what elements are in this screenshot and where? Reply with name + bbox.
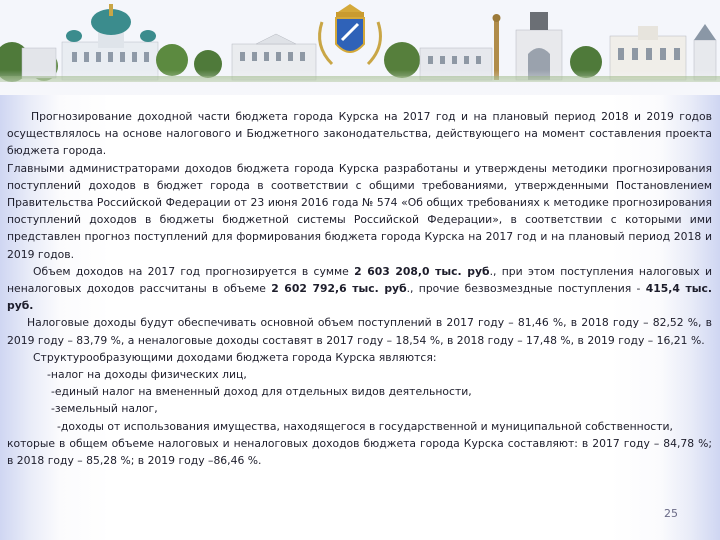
banner-fade (0, 70, 720, 95)
slide-text (7, 108, 712, 469)
paragraph-forecasting: Прогнозирование доходной части бюджета города Курска на 2017 год и на плановый период 2018 и 2019 годов осуществлялось на основе налогового и Бюджетного законодательства, действующего на момент составления проекта бюджета города. (7, 110, 712, 158)
income-volume-text: Объем доходов на 2017 год прогнозируется в сумме (33, 264, 355, 278)
list-item: -налог на доходы физических лиц, (47, 368, 247, 382)
page-number: 25 (664, 507, 678, 520)
tax-nontax-value: 2 602 792,6 тыс. руб (271, 282, 407, 296)
header-banner (0, 0, 720, 95)
list-item: -земельный налог, (51, 402, 158, 416)
paragraph-structure-heading: Структурообразующими доходами бюджета города Курска являются: (33, 350, 437, 364)
income-total-value: 2 603 208,0 тыс. руб (354, 264, 490, 278)
paragraph-tax-shares: Налоговые доходы будут обеспечивать основной объем поступлений в 2017 году – 81,46 %, в 2018 году – 82,52 %, в 2019 году – 83,79 %, а неналоговые доходы составят в 2017 году – 18,54 %, в 2018 году – 17,48 %, в 2019 году – 16,21 %. (7, 316, 712, 347)
paragraph-income-volume (7, 263, 712, 315)
paragraph-methodology: Главными администраторами доходов бюджета города Курска разработаны и утверждены методики прогнозирования поступлений доходов в бюджет города в соответствии с общими требованиями, утвержденными Постановлением Правительства Российской Федерации от 23 июня 2016 года № 574 «Об общих требованиях к методике прогнозирования поступлений доходов в бюджеты бюджетной системы Российской Федерации», в соответствии с которыми ими представлен прогноз поступлений для формирования бюджета города Курска на 2017 год и на плановый период 2018 и 2019 годов. (7, 161, 712, 261)
income-volume-text-3: ., прочие безвозмездные поступления - (406, 282, 646, 296)
income-volume-text-2: ., при этом поступления налоговых и неналоговых доходов рассчитаны в объеме (7, 264, 712, 296)
paragraph-structure-shares: которые в общем объеме налоговых и неналоговых доходов бюджета города Курска составляют: в 2017 году – 84,78 %; в 2018 году – 85,28 %; в 2019 году –86,46 %. (7, 436, 712, 468)
list-item: -доходы от использования имущества, находящегося в государственной и муниципальной собственности, (57, 419, 673, 433)
gratuitous-receipts-value: 415,4 тыс. руб. (7, 282, 712, 313)
list-item: -единый налог на вмененный доход для отдельных видов деятельности, (51, 385, 472, 399)
